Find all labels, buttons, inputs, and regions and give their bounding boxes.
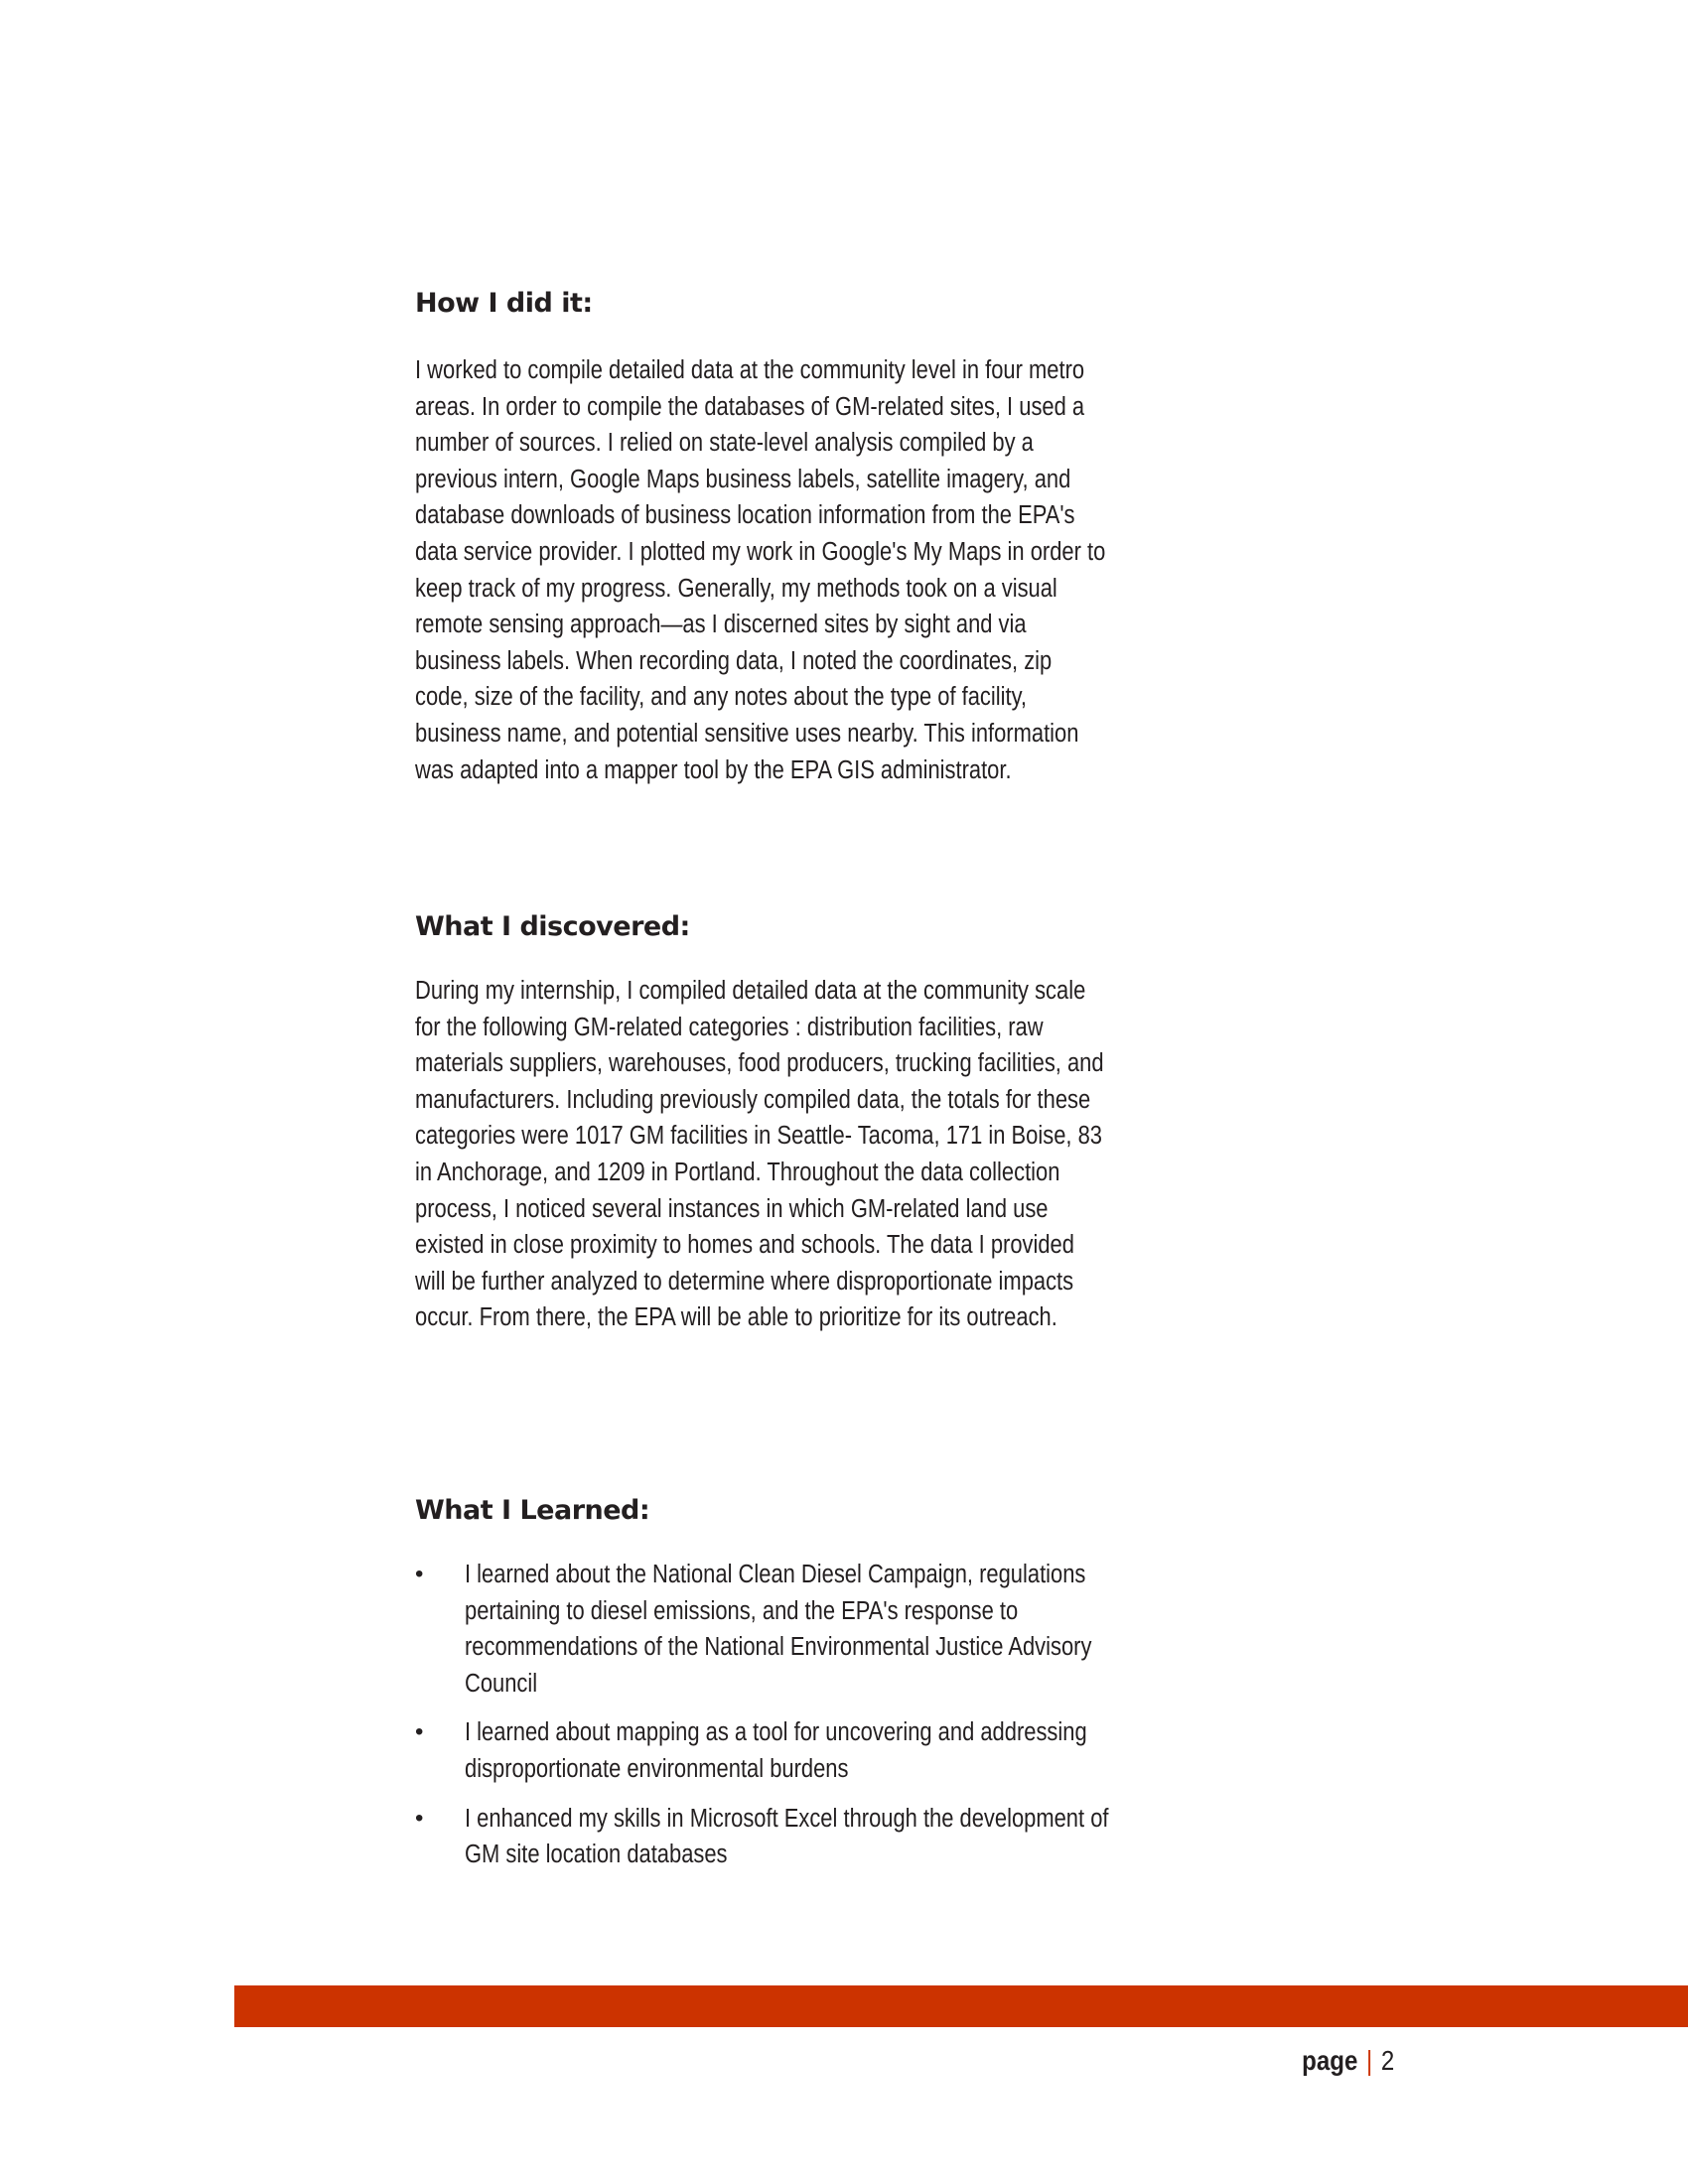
- list-item: [415, 1557, 1110, 1702]
- bullet-text: I enhanced my skills in Microsoft Excel through the development of GM site location databases: [465, 1804, 1109, 1869]
- section-body-how-i-did-it: I worked to compile detailed data at the community level in four metro areas. In order to compile the databases of GM-related sites, I used a number of sources. I relied on state-level analysis compiled by a previous intern, Google Maps business labels, satellite imagery, and database downloads of business location information from the EPA's data service provider. I plotted my work in Google's My Maps in order to keep track of my progress. Generally, my methods took on a visual remote sensing approach—as I discerned sites by sight and via business labels. When recording data, I noted the coordinates, zip code, size of the facility, and any notes about the type of facility, business name, and potential sensitive uses nearby. This information was adapted into a mapper tool by the EPA GIS administrator.: [415, 356, 1106, 784]
- bullet-icon: •: [415, 1561, 424, 1587]
- bullet-icon: •: [415, 1804, 424, 1832]
- section-heading-how-i-did-it: How I did it:: [415, 288, 593, 319]
- list-item: [415, 1801, 1110, 1873]
- bullet-text: I learned about mapping as a tool for uncovering and addressing disproportionate environmental burdens: [465, 1718, 1087, 1783]
- bullet-text: I learned about the National Clean Diesel Campaign, regulations pertaining to diesel emissions, and the EPA's response to recommendations of the National Environmental Justice Advisory Council: [465, 1561, 1092, 1698]
- list-item: [415, 1714, 1110, 1787]
- page-label: page: [1301, 2045, 1358, 2076]
- page-number: [1302, 2045, 1394, 2077]
- bullet-icon: •: [415, 1718, 424, 1746]
- section-heading-what-i-discovered: What I discovered:: [415, 911, 690, 942]
- section-heading-what-i-learned: What I Learned:: [415, 1495, 650, 1526]
- page-separator: |: [1365, 2045, 1373, 2076]
- section-body-what-i-discovered: During my internship, I compiled detailed data at the community scale for the following GM-related categories : distribution facilities, raw materials suppliers, warehouses, food producers, trucking facilities, and manufacturers. Including previously compiled data, the totals for these categories were 1017 GM facilities in Seattle- Tacoma, 171 in Boise, 83 in Anchorage, and 1209 in Portland. Throughout the data collection process, I noticed several instances in which GM-related land use existed in close proximity to homes and schools. The data I provided will be further analyzed to determine where disproportionate impacts occur. From there, the EPA will be able to prioritize for its outreach.: [415, 977, 1104, 1332]
- footer-bar: [234, 1985, 1688, 2027]
- learned-bullet-list: [415, 1557, 1110, 1886]
- page-number-value: 2: [1380, 2045, 1394, 2076]
